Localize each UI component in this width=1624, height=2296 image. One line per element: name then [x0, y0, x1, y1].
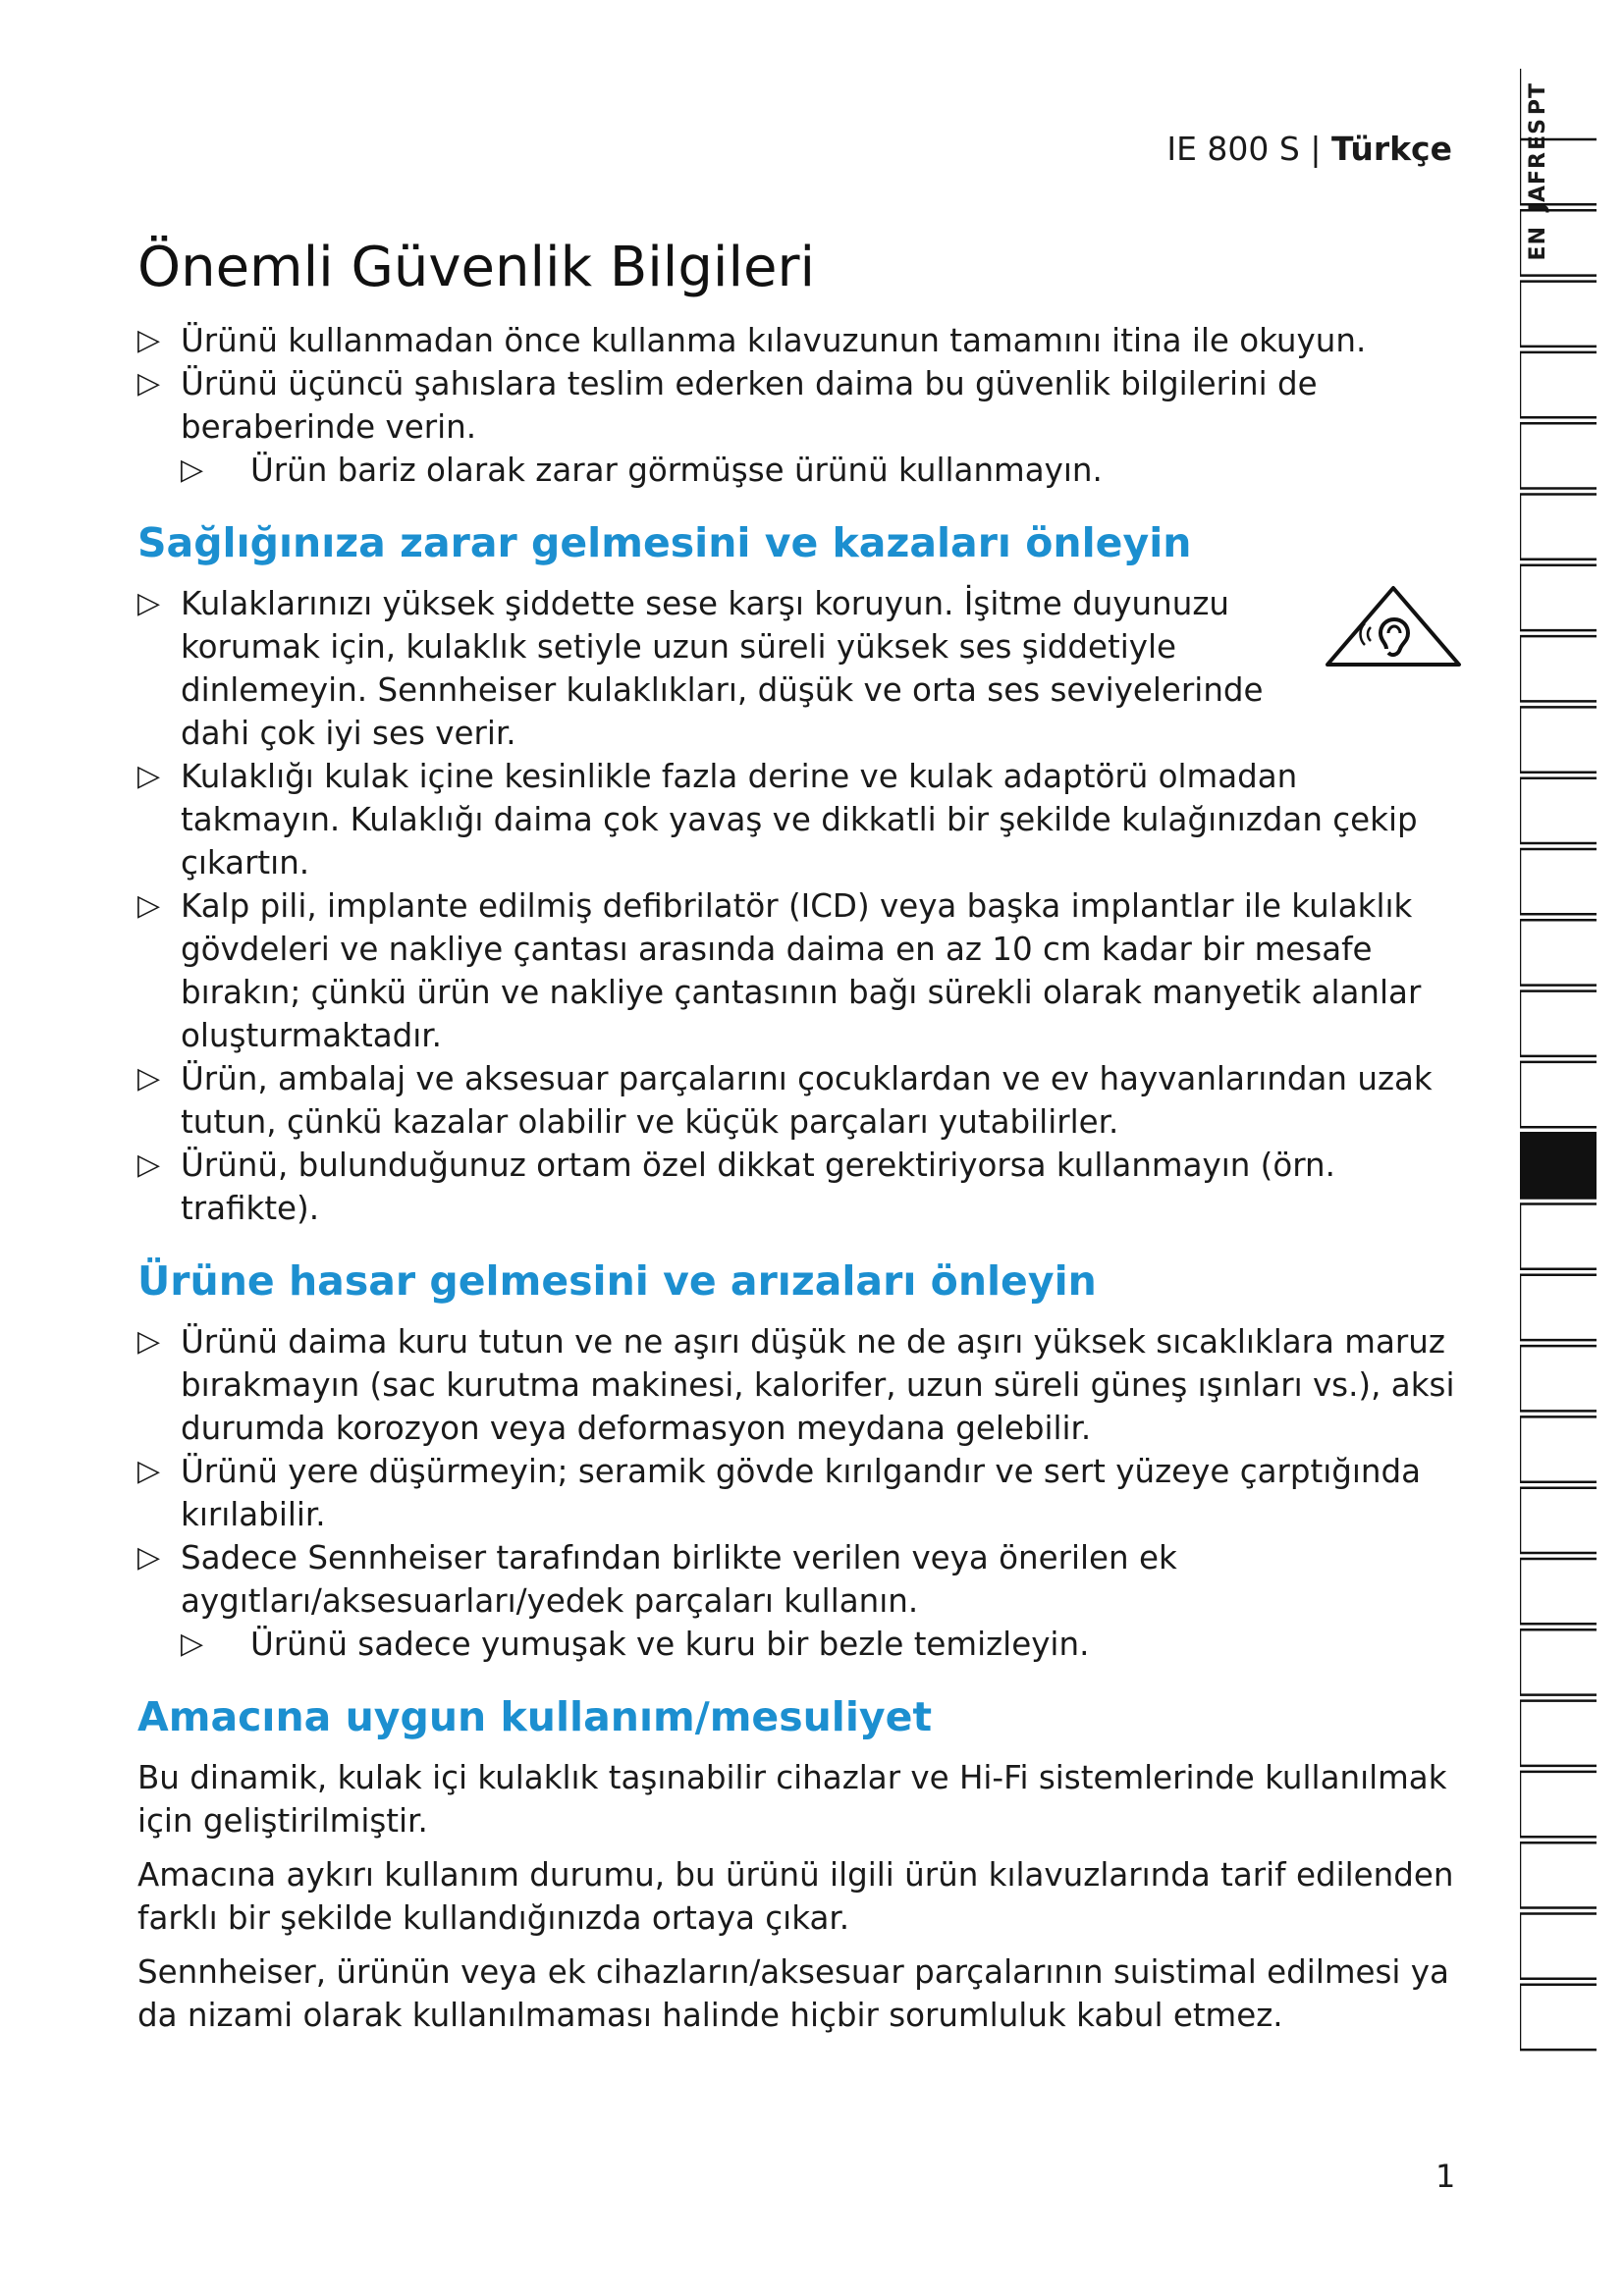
- list-item: ▷ Ürünü üçüncü şahıslara teslim ederken daima bu güvenlik bilgilerini de beraberinde verin.: [137, 362, 1463, 449]
- bullet-icon: ▷: [137, 759, 161, 793]
- bullet-icon: ▷: [137, 1061, 161, 1095]
- hearing-warning-icon: [1324, 584, 1463, 668]
- list-item: ▷ Kulaklığı kulak içine kesinlikle fazla derine ve kulak adaptörü olmadan takmayın. Kulaklığı daima çok yavaş ve dikkatli bir şekilde kulağınızdan çekip çıkartın.: [137, 755, 1463, 884]
- list-item: ▷ Ürünü daima kuru tutun ve ne aşırı düşük ne de aşırı yüksek sıcaklıklara maruz bırakmayın (sac kurutma makinesi, kalorifer, uzun süreli güneş ışınları vs.), aksi durumda korozyon veya deformasyon meydana gelebilir.: [137, 1320, 1463, 1450]
- paragraph: Sennheiser, ürünün veya ek cihazların/aksesuar parçalarının suistimal edilmesi ya da nizami olarak kullanılmaması halinde hiçbir sorumluluk kabul etmez.: [137, 1953, 1449, 2034]
- active-tab-marker: [1520, 1133, 1597, 1198]
- bullet-icon: ▷: [137, 366, 161, 400]
- list-item: ▷ Sadece Sennheiser tarafından birlikte verilen veya önerilen ek aygıtları/aksesuarları/yedek parçaları kullanın.: [137, 1536, 1463, 1623]
- bullet-icon: ▷: [137, 586, 161, 620]
- list-item: ▷ Ürünü kullanmadan önce kullanma kılavuzunun tamamını itina ile okuyun.: [137, 319, 1463, 362]
- bullet-icon: ▷: [137, 1540, 161, 1575]
- language-tab-bar: [1520, 0, 1597, 2296]
- bullet-icon: ▷: [137, 323, 161, 357]
- language-label: Türkçe: [1330, 130, 1452, 168]
- lang-tab-en: EN: [1526, 226, 1550, 261]
- sub-list-item: ▷ Ürünü sadece yumuşak ve kuru bir bezle temizleyin.: [137, 1623, 1463, 1666]
- bullet-icon: ▷: [181, 1627, 204, 1661]
- lang-tab-es: ES: [1526, 118, 1550, 150]
- list-item: ▷ Ürünü, bulunduğunuz ortam özel dikkat gerektiriyorsa kullanmayın (örn. trafikte).: [137, 1144, 1463, 1230]
- bullet-icon: ▷: [137, 1324, 161, 1359]
- lang-tab-fr: FR: [1526, 151, 1550, 185]
- bullet-icon: ▷: [137, 888, 161, 923]
- page-header: [1166, 130, 1452, 168]
- list-item: ▷ Ürün, ambalaj ve aksesuar parçalarını çocuklardan ve ev hayvanlarından uzak tutun, çünkü kazalar olabilir ve küçük parçaları yutabilirler.: [137, 1057, 1463, 1144]
- paragraph: Amacına aykırı kullanım durumu, bu ürünü ilgili ürün kılavuzlarında tarif edilenden farklı bir şekilde kullandığınızda ortaya çıkar.: [137, 1856, 1454, 1937]
- list-item: ▷ Kalp pili, implante edilmiş defibrilatör (ICD) veya başka implantlar ile kulaklık gövdeleri ve nakliye çantası arasında daima en az 10 cm kadar bir mesafe bırakın; çünkü ürün ve nakliye çantasının bağı sürekli olarak manyetik alanlar oluşturmaktadır.: [137, 884, 1463, 1057]
- lang-tab-ja: JA: [1526, 185, 1550, 212]
- page-number: 1: [1435, 2158, 1456, 2195]
- bullet-icon: ▷: [137, 1148, 161, 1182]
- document-body: [137, 319, 1463, 2048]
- page-title: Önemli Güvenlik Bilgileri: [137, 236, 816, 299]
- list-item: ▷ Ürünü yere düşürmeyin; seramik gövde kırılgandır ve sert yüzeye çarptığında kırılabilir.: [137, 1450, 1463, 1536]
- sub-list-item: ▷ Ürün bariz olarak zarar görmüşse ürünü kullanmayın.: [137, 449, 1463, 492]
- lang-tab-pt: PT: [1526, 82, 1550, 116]
- header-separator: |: [1310, 130, 1322, 168]
- list-item: ▷ Kulaklarınızı yüksek şiddette sese karşı koruyun. İşitme duyunuzu korumak için, kulaklık setiyle uzun süreli yüksek ses şiddetiyle dinlemeyin. Sennheiser kulaklıkları, düşük ve orta ses seviyelerinde dahi çok iyi ses verir.: [137, 582, 1463, 755]
- section-heading-intended-use: Amacına uygun kullanım/mesuliyet: [137, 1693, 933, 1740]
- section-heading-health: Sağlığınıza zarar gelmesini ve kazaları önleyin: [137, 519, 1192, 566]
- paragraph: Bu dinamik, kulak içi kulaklık taşınabilir cihazlar ve Hi-Fi sistemlerinde kullanılmak için geliştirilmiştir.: [137, 1759, 1447, 1840]
- bullet-icon: ▷: [181, 453, 204, 487]
- bullet-icon: ▷: [137, 1454, 161, 1488]
- product-name: IE 800 S: [1166, 130, 1300, 168]
- section-heading-damage: Ürüne hasar gelmesini ve arızaları önleyin: [137, 1257, 1097, 1305]
